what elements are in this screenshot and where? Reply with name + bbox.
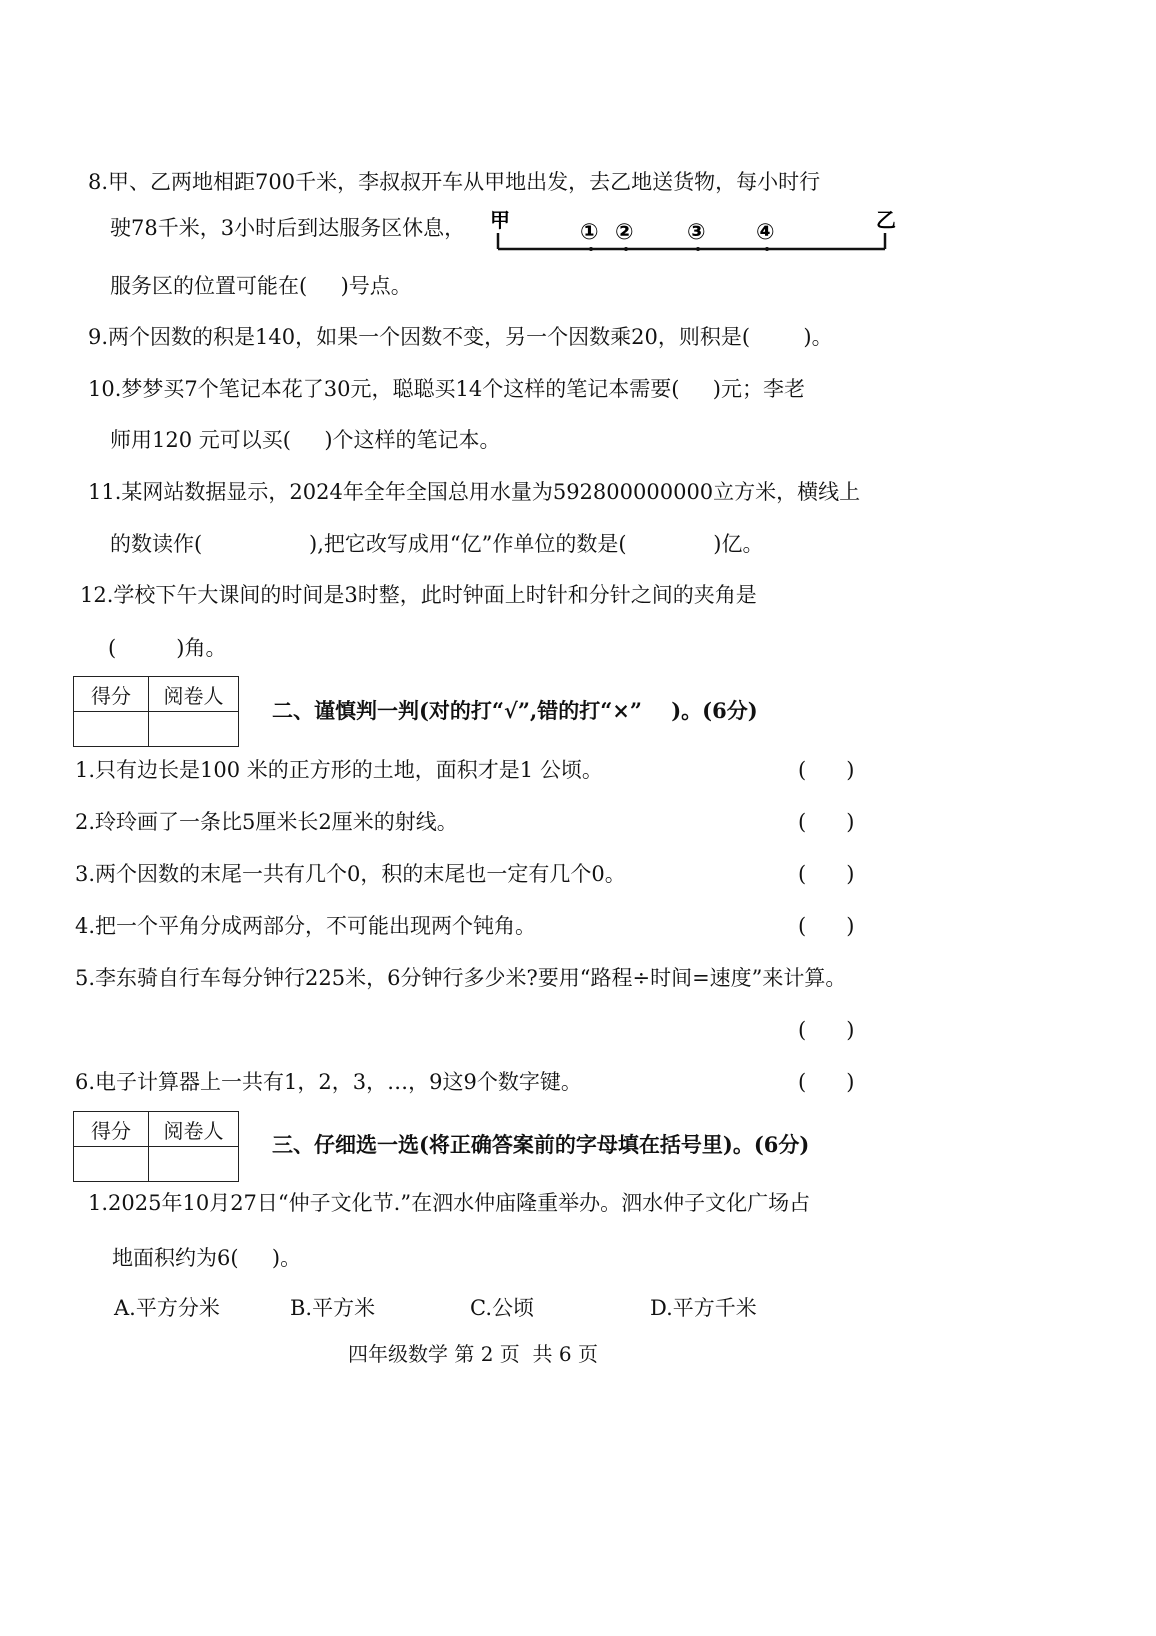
route-diagram [488,205,898,260]
grader-header: 阅卷人 [149,1112,239,1147]
score-table-section3 [73,1111,239,1182]
grader-header: 阅卷人 [149,677,239,712]
route-point-2-dot [624,247,628,251]
q10-line1: 10.梦梦买7个笔记本花了30元，聪聪买14个这样的笔记本需要( )元；李老 [88,377,805,401]
route-point-3-dot [696,247,700,251]
choice-option-a: A.平方分米 [114,1296,220,1320]
q9-text: 9.两个因数的积是140，如果一个因数不变，另一个因数乘20，则积是( )。 [88,325,833,349]
judge-answer-5[interactable]: ( ) [798,1018,855,1042]
grader-cell[interactable] [149,712,239,747]
judge-answer-1[interactable]: ( ) [798,758,855,782]
judge-item-1: 1.只有边长是100 米的正方形的土地，面积才是1 公顷。 [75,758,603,782]
page-footer: 四年级数学 第 2 页 共 6 页 [348,1342,598,1366]
choice-q1-line2: 地面积约为6( )。 [112,1246,302,1270]
q11-line2: 的数读作( ),把它改写成用“亿”作单位的数是( )亿。 [110,532,764,556]
score-header: 得分 [74,1112,149,1147]
route-point-1-label: ① [580,220,599,245]
section2-title: 二、谨慎判一判(对的打“√”,错的打“×” )。(6分) [272,698,758,723]
judge-answer-4[interactable]: ( ) [798,914,855,938]
q8-line2: 驶78千米，3小时后到达服务区休息， [110,216,466,240]
choice-option-b: B.平方米 [290,1296,376,1320]
section3-title: 三、仔细选一选(将正确答案前的字母填在括号里)。(6分) [272,1132,810,1157]
choice-q1-line1: 1.2025年10月27日“仲子文化节.”在泗水仲庙隆重举办。泗水仲子文化广场占 [88,1191,811,1215]
q8-line3: 服务区的位置可能在( )号点。 [110,274,412,298]
judge-item-6: 6.电子计算器上一共有1，2，3，…，9这9个数字键。 [75,1070,582,1094]
q12-line1: 12.学校下午大课间的时间是3时整，此时钟面上时针和分针之间的夹角是 [80,583,757,607]
score-header: 得分 [74,677,149,712]
choice-option-d: D.平方千米 [650,1296,757,1320]
route-point-2-label: ② [615,220,634,245]
judge-answer-6[interactable]: ( ) [798,1070,855,1094]
judge-item-5: 5.李东骑自行车每分钟行225米，6分钟行多少米?要用“路程÷时间=速度”来计算。 [75,966,847,990]
judge-item-3: 3.两个因数的末尾一共有几个0，积的末尾也一定有几个0。 [75,862,626,886]
q11-line1: 11.某网站数据显示，2024年全年全国总用水量为592800000000立方米，横线上 [88,480,861,504]
route-point-3-label: ③ [687,220,706,245]
judge-answer-3[interactable]: ( ) [798,862,855,886]
judge-answer-2[interactable]: ( ) [798,810,855,834]
score-cell[interactable] [74,712,149,747]
choice-option-c: C.公顷 [470,1296,534,1320]
q12-line2: ( )角。 [108,636,227,660]
route-point-4-label: ④ [756,220,775,245]
route-end-label: 乙 [876,208,896,232]
route-point-1-dot [589,247,593,251]
judge-item-2: 2.玲玲画了一条比5厘米长2厘米的射线。 [75,810,458,834]
judge-item-4: 4.把一个平角分成两部分，不可能出现两个钝角。 [75,914,537,938]
route-start-label: 甲 [490,208,510,232]
score-cell[interactable] [74,1147,149,1182]
score-table-section2 [73,676,239,747]
grader-cell[interactable] [149,1147,239,1182]
q8-line1: 8.甲、乙两地相距700千米，李叔叔开车从甲地出发，去乙地送货物，每小时行 [88,170,821,194]
q10-line2: 师用120 元可以买( )个这样的笔记本。 [110,428,501,452]
route-point-4-dot [765,247,769,251]
